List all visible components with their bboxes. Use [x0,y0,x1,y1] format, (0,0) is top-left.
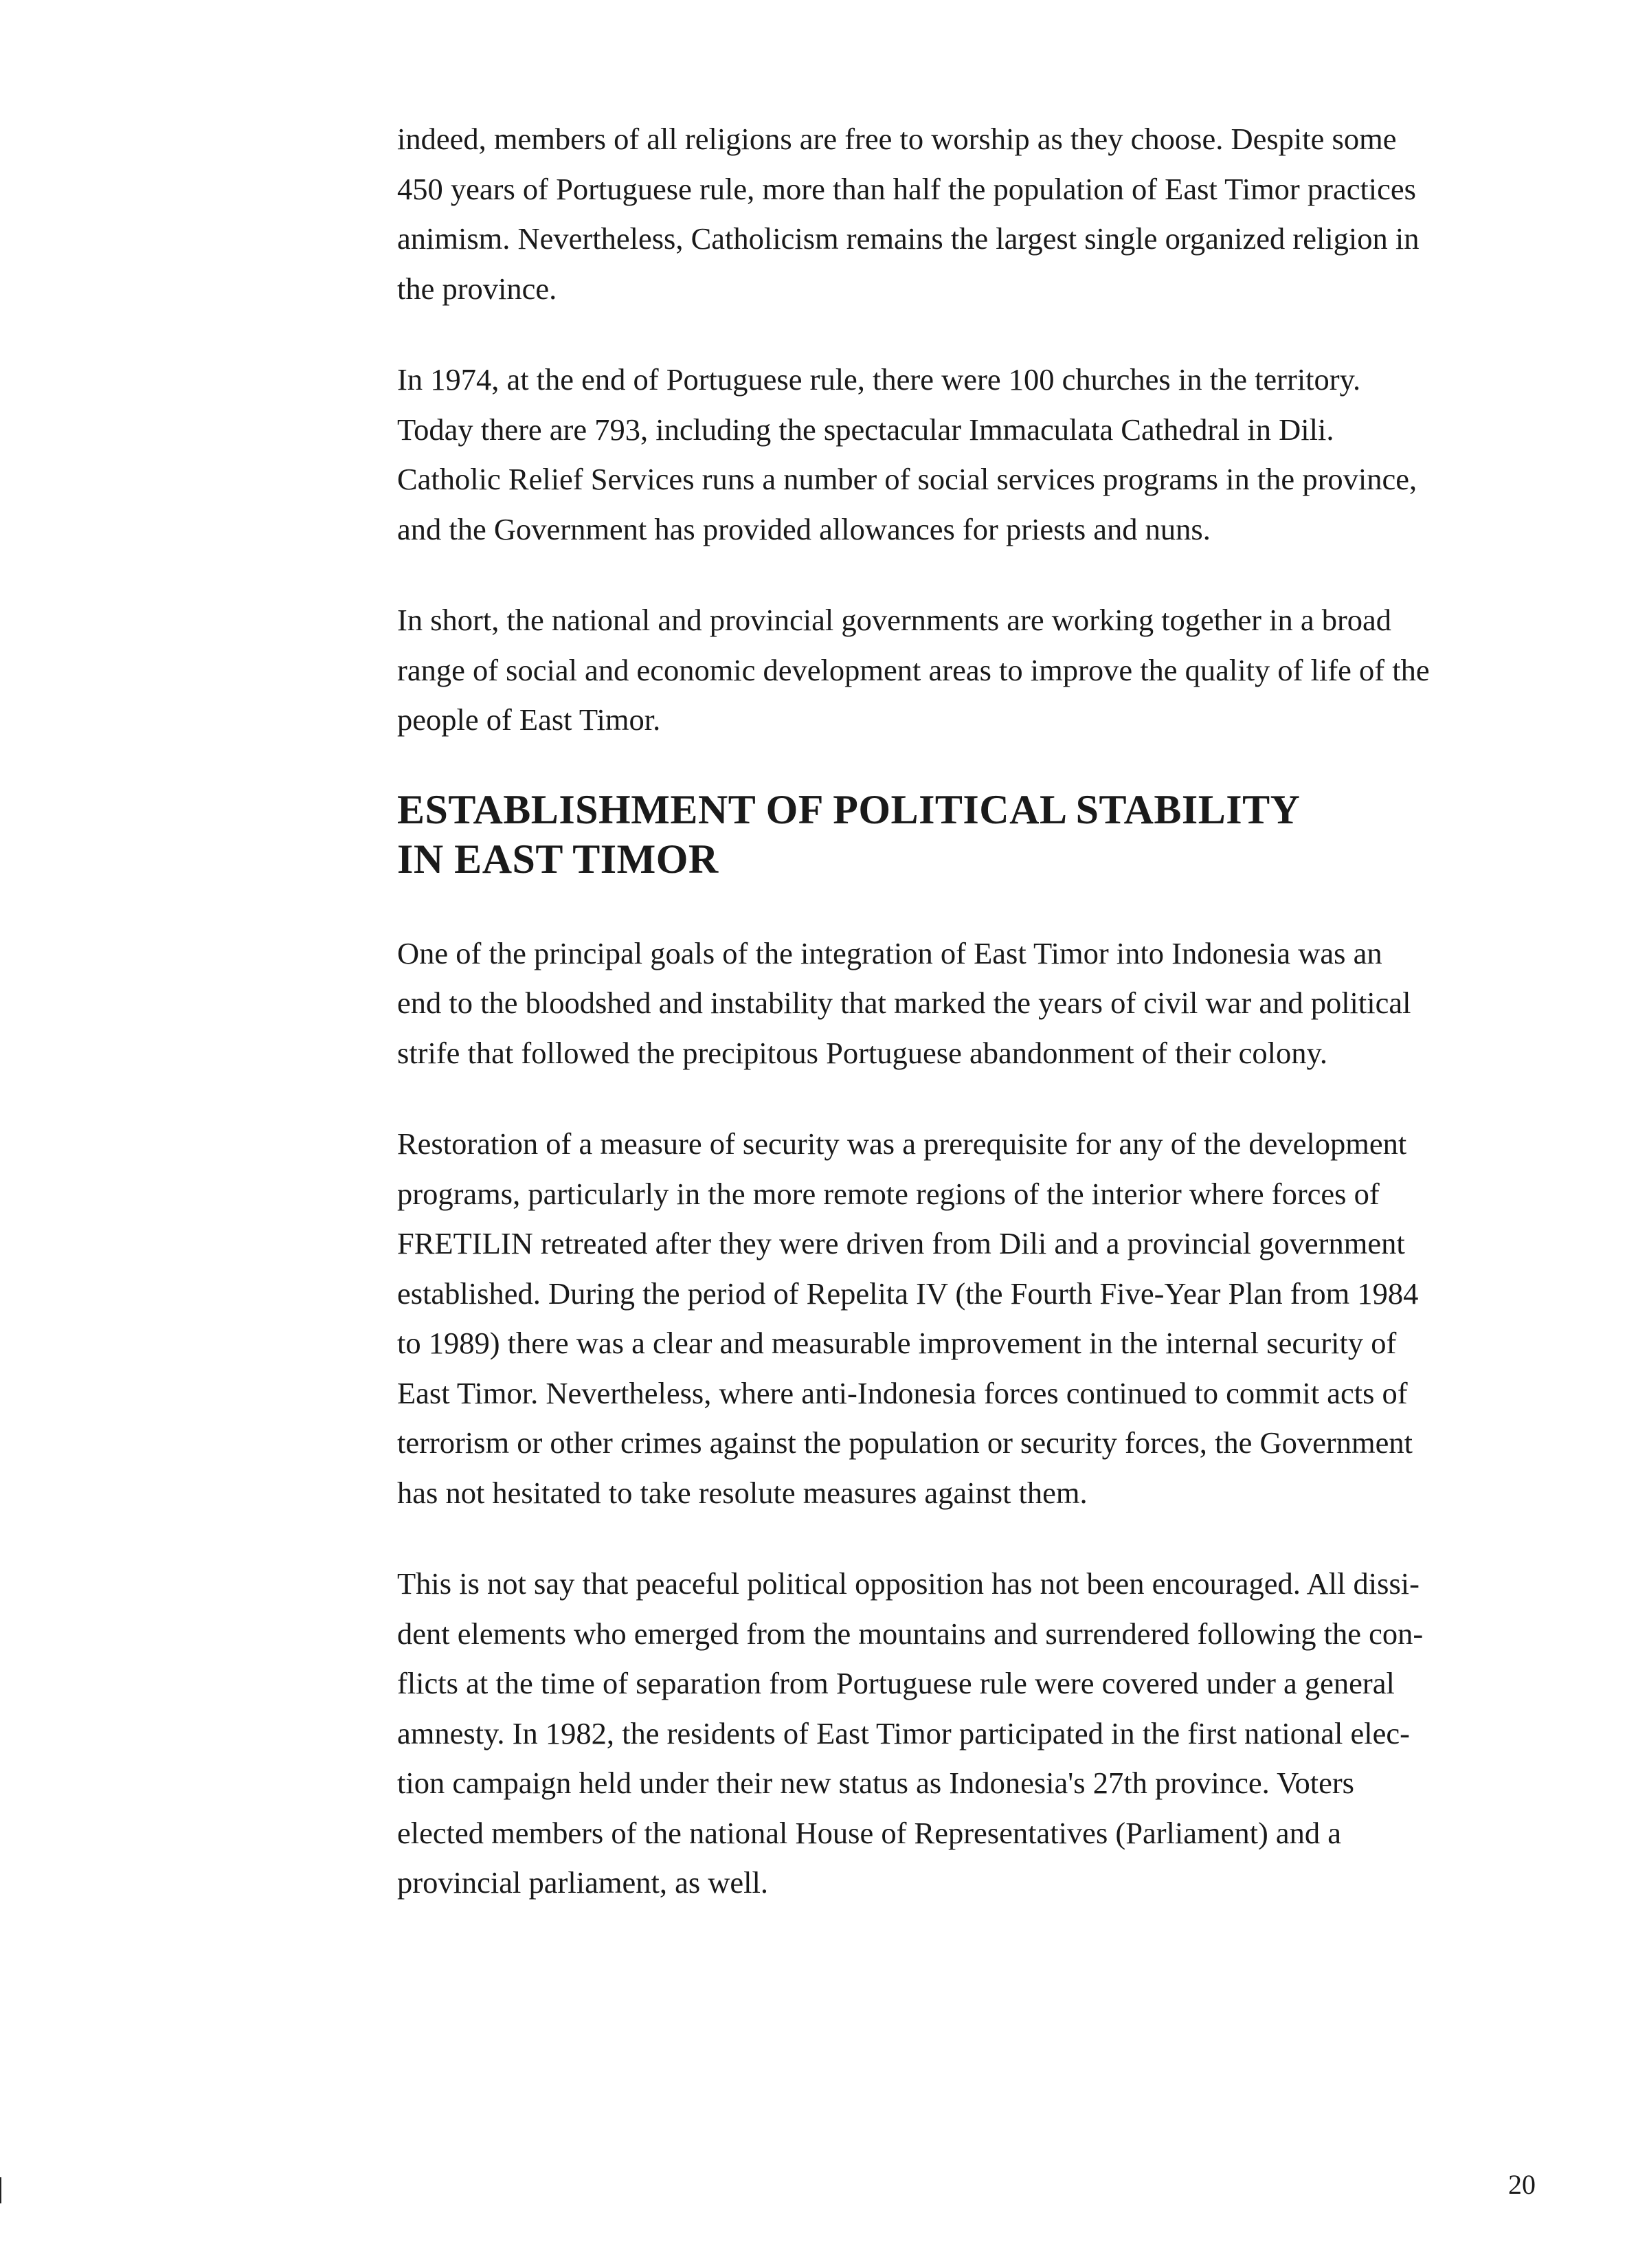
section-heading [397,785,1538,884]
heading-line: IN EAST TIMOR [397,836,719,882]
text-line: indeed, members of all religions are free to worship as they choose. Despite some [397,122,1397,156]
text-line: FRETILIN retreated after they were driven from Dili and a provincial government [397,1226,1405,1260]
paragraph-religion [397,114,1538,313]
text-line: and the Government has provided allowances for priests and nuns. [397,511,1211,546]
text-line: elected members of the national House of Representatives (Parliament) and a [397,1815,1342,1850]
text-line: This is not say that peaceful political opposition has not been encouraged. All dissi- [397,1566,1420,1601]
page-number: 20 [1508,2169,1536,2200]
text-line: people of East Timor. [397,702,661,737]
text-line: East Timor. Nevertheless, where anti-Indonesia forces continued to commit acts of [397,1375,1408,1410]
text-line: provincial parliament, as well. [397,1865,768,1900]
paragraph-integration-goals [397,929,1538,1078]
text-line: amnesty. In 1982, the residents of East Timor participated in the first national elec- [397,1715,1410,1750]
heading-line: ESTABLISHMENT OF POLITICAL STABILITY [397,786,1301,832]
text-line: range of social and economic development areas to improve the quality of life of the [397,652,1430,687]
text-line: established. During the period of Repelita IV (the Fourth Five-Year Plan from 1984 [397,1276,1419,1311]
text-line: Restoration of a measure of security was a prerequisite for any of the development [397,1126,1407,1161]
text-line: Catholic Relief Services runs a number of social services programs in the province, [397,462,1417,496]
page-content [397,114,1538,1908]
text-line: 450 years of Portuguese rule, more than half the population of East Timor practices [397,171,1416,206]
text-line: In short, the national and provincial governments are working together in a broad [397,603,1392,637]
text-line: strife that followed the precipitous Portuguese abandonment of their colony. [397,1035,1328,1070]
text-line: flicts at the time of separation from Portuguese rule were covered under a general [397,1666,1395,1700]
text-line: tion campaign held under their new status as Indonesia's 27th province. Voters [397,1766,1354,1800]
text-line: end to the bloodshed and instability that marked the years of civil war and political [397,986,1411,1020]
text-line: programs, particularly in the more remote regions of the interior where forces of [397,1176,1380,1211]
text-line: animism. Nevertheless, Catholicism remains the largest single organized religion in [397,221,1420,256]
text-line: terrorism or other crimes against the population or security forces, the Government [397,1425,1413,1460]
text-line: Today there are 793, including the spectacular Immaculata Cathedral in Dili. [397,412,1334,447]
text-line: dent elements who emerged from the mountains and surrendered following the con- [397,1616,1424,1651]
text-line: to 1989) there was a clear and measurable improvement in the internal security of [397,1326,1397,1360]
text-line: In 1974, at the end of Portuguese rule, there were 100 churches in the territory. [397,362,1361,397]
paragraph-summary [397,595,1538,745]
text-line: has not hesitated to take resolute measures against them. [397,1475,1088,1510]
scan-edge-mark [0,2177,1,2203]
paragraph-security-restoration [397,1119,1538,1517]
text-line: the province. [397,271,557,306]
paragraph-political-opposition [397,1559,1538,1908]
paragraph-churches [397,355,1538,554]
text-line: One of the principal goals of the integration of East Timor into Indonesia was an [397,935,1382,970]
